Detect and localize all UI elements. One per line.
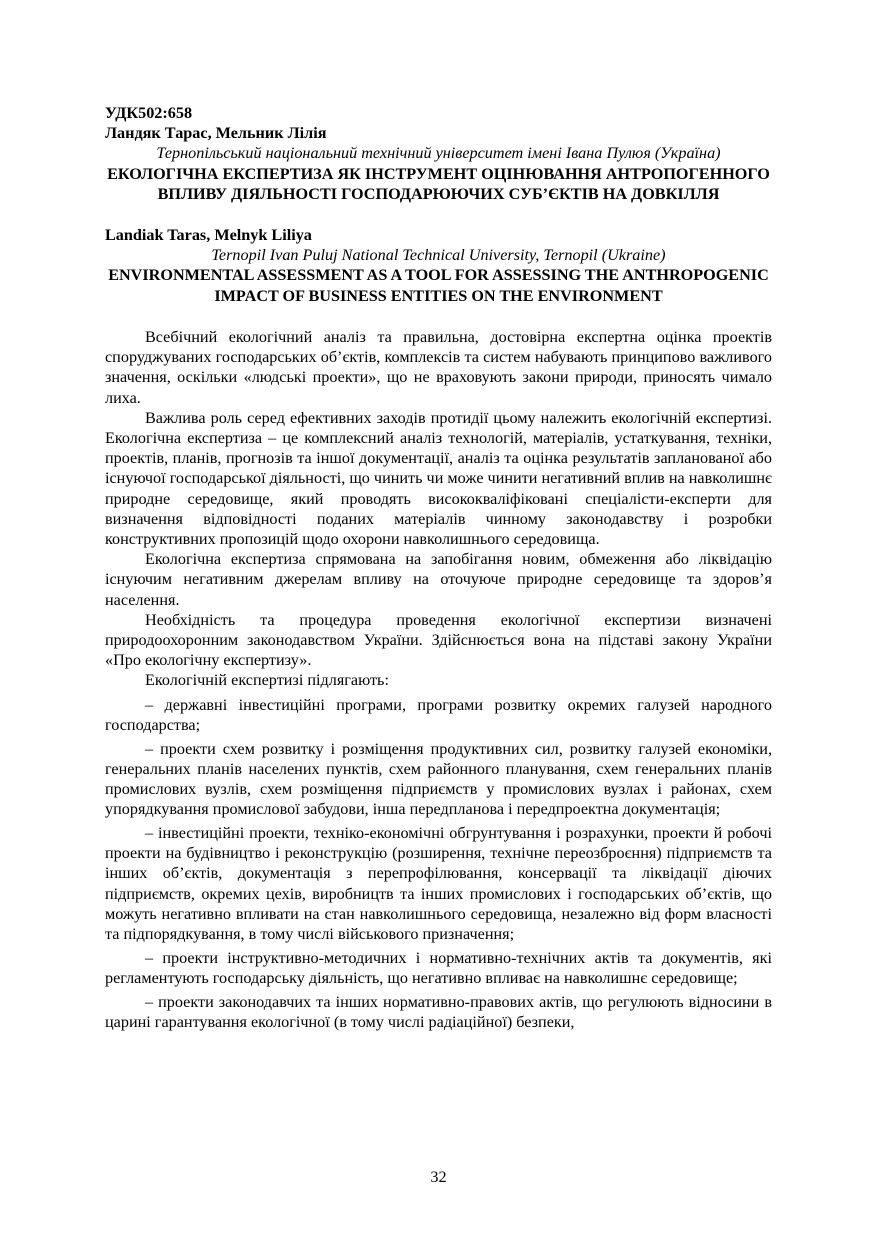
- body-paragraph: Екологічній експертизі підлягають:: [145, 671, 389, 690]
- list-item: – проекти інструктивно-методичних і нормативно-технічних актів та документів, які регламентують господарську діяльність, що негативно впливає на навколишнє середовище;: [105, 948, 772, 987]
- affiliation-ukrainian: Тернопільський національний технічний університет імені Івана Пулюя (Україна): [156, 144, 721, 163]
- body-paragraph: Необхідність та процедура проведення екологічної експертизи визначені природоохоронним законодавством України. Здійснюється вона на підставі закону України «Про екологічну експертизу».: [105, 610, 772, 670]
- authors-english: Landiak Taras, Melnyk Liliya: [105, 225, 312, 244]
- body-paragraph: Всебічний екологічний аналіз та правильна, достовірна експертна оцінка проектів споруджуваних господарських об’єктів, комплексів та систем набувають принципово важливого значення, оскільки «людські проекти», що не враховують закони природи, приносять чимало лиха.: [105, 328, 772, 407]
- page-number: 32: [430, 1168, 447, 1186]
- article-body: [105, 327, 772, 1032]
- list-item: – проекти схем розвитку і розміщення продуктивних сил, розвитку галузей економіки, генеральних планів населених пунктів, схем районного планування, схем генеральних планів промислових вузлів, схем розміщення підприємств у промислових вузлах і районах, схем упорядкування промислової забудови, інша передпланова і передпроектна документація;: [105, 739, 772, 819]
- authors-ukrainian: Ландяк Тарас, Мельник Лілія: [105, 124, 327, 143]
- title-english: ENVIRONMENTAL ASSESSMENT AS A TOOL FOR ASSESSING THE ANTHROPOGENIC IMPACT OF BUSINESS ENTITIES ON THE ENVIRONMENT: [108, 266, 769, 305]
- body-paragraph: Екологічна експертиза спрямована на запобігання новим, обмеження або ліквідацію існуючим негативним джерелам впливу на оточуюче природне середовище та здоров’я населення.: [105, 550, 772, 609]
- affiliation-english: Ternopil Ivan Puluj National Technical University, Ternopil (Ukraine): [211, 245, 666, 264]
- body-paragraph: Важлива роль серед ефективних заходів протидії цьому належить екологічній експертизі. Екологічна експертиза – це комплексний аналіз технологій, матеріалів, устаткування, техніки, проектів, планів, прогнозів та іншої документації, аналіз та оцінка результатів запланованої або існуючої господарської діяльності, що чинить чи може чинити негативний вплив на навколишнє природне середовище, який проводять висококваліфіковані спеціалісти-експерти для визначення відповідності поданих матеріалів чинному законодавству і розробки конструктивних пропозицій щодо охорони навколишнього середовища.: [105, 408, 772, 549]
- list-item: – інвестиційні проекти, техніко-економічні обгрунтування і розрахунки, проекти й робочі проекти на будівництво і реконструкцію (розширення, технічне переозброєння) підприємств та інших об’єктів, документація з перепрофілювання, консервації та ліквідації діючих підприємств, окремих цехів, виробництв та інших промислових і господарських об’єктів, що можуть негативно впливати на стан навколишнього середовища, незалежно від форм власності та підпорядкування, в тому числі військового призначення;: [105, 823, 772, 943]
- list-item: – проекти законодавчих та інших нормативно-правових актів, що регулюють відносини в царині гарантування екологічної (в тому числі радіаційної) безпеки,: [105, 992, 772, 1031]
- spacer: [105, 205, 772, 225]
- title-ukrainian: ЕКОЛОГІЧНА ЕКСПЕРТИЗА ЯК ІНСТРУМЕНТ ОЦІНЮВАННЯ АНТРОПОГЕННОГО ВПЛИВУ ДІЯЛЬНОСТІ ГОСПОДАРЮЮЧИХ СУБ’ЄКТІВ НА ДОВКІЛЛЯ: [107, 164, 770, 204]
- list-item: – державні інвестиційні програми, програми розвитку окремих галузей народного господарства;: [105, 695, 772, 734]
- spacer: [105, 306, 772, 327]
- udk-code: УДК502:658: [105, 104, 193, 122]
- paper-page: [105, 103, 772, 1035]
